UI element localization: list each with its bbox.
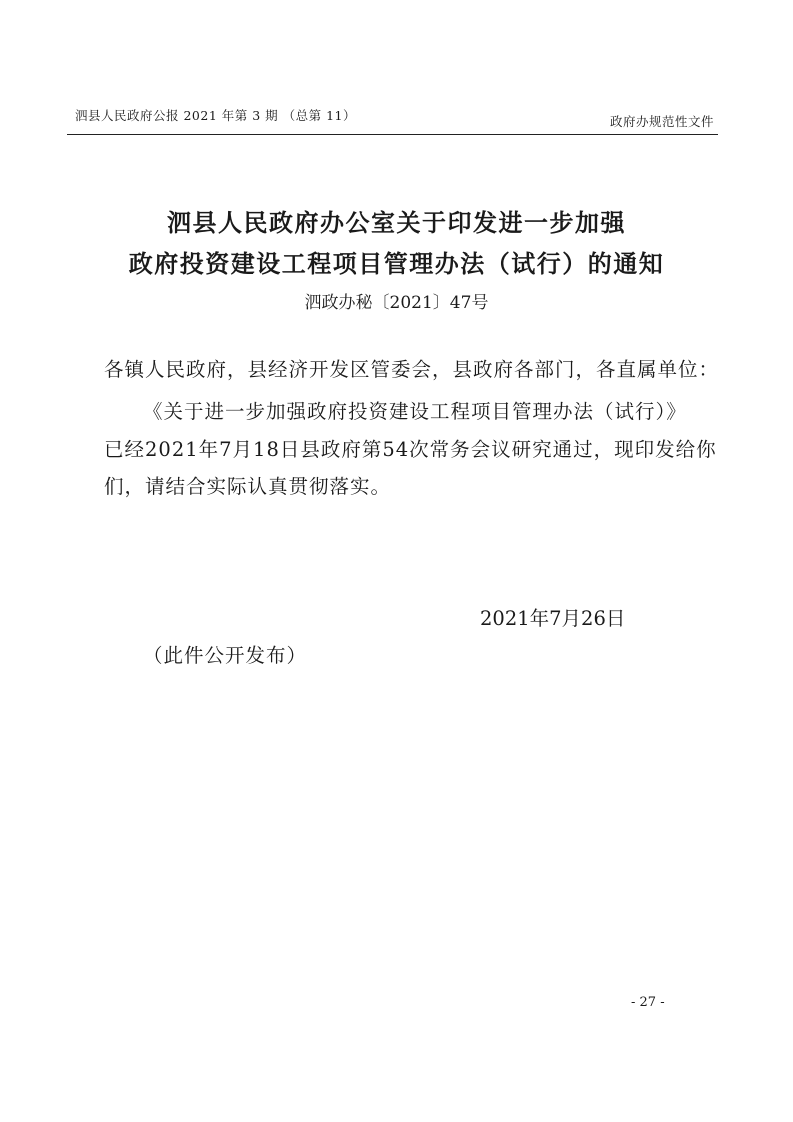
document-title-line-2: 政府投资建设工程项目管理办法（试行）的通知 (128, 249, 665, 278)
header-divider (67, 134, 718, 135)
issue-date: 2021年7月26日 (480, 607, 626, 630)
body-line-1: 《关于进一步加强政府投资建设工程项目管理办法（试行）》 (143, 400, 687, 423)
body-line-2: 已经2021年7月18日县政府第54次常务会议研究通过，现印发给你 (104, 438, 717, 461)
recipients-line: 各镇人民政府，县经济开发区管委会，县政府各部门，各直属单位： (104, 358, 720, 381)
body-line-3: 们，请结合实际认真贯彻落实。 (104, 475, 392, 498)
document-title-line-1: 泗县人民政府办公室关于印发进一步加强 (167, 208, 626, 237)
disclosure-note: （此件公开发布） (143, 644, 308, 667)
document-category-label: 政府办规范性文件 (609, 114, 714, 129)
gazette-issue-label: 泗县人民政府公报 2021 年第 3 期 （总第 11） (75, 108, 357, 123)
page-number: - 27 - (631, 995, 665, 1010)
document-number: 泗政办秘〔2021〕47号 (304, 293, 489, 313)
